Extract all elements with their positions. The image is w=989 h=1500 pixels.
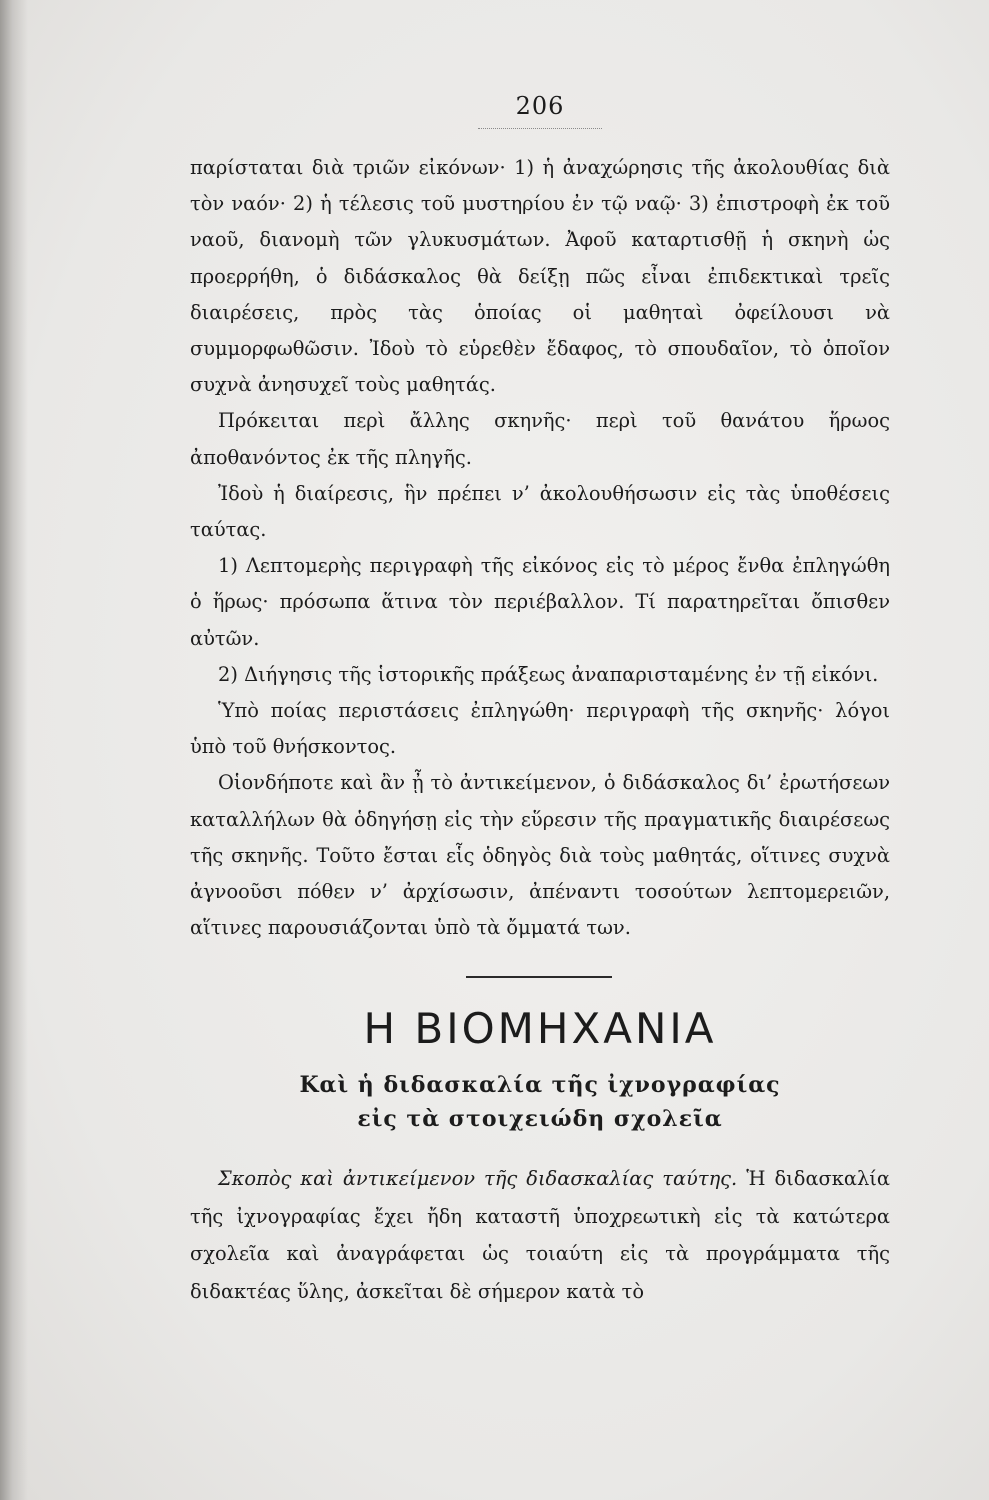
paragraph-6: Ὑπὸ ποίας περιστάσεις ἐπληγώθη· περιγραφὴ τῆς σκηνῆς· λόγοι ὑπὸ τοῦ θνήσκοντος. [190, 699, 890, 759]
paragraph-7: Οἱονδήποτε καὶ ἂν ᾖ τὸ ἀντικείμενον, ὁ διδάσκαλος δι’ ἐρωτήσεων καταλλήλων θὰ ὁδηγήσῃ εἰς τὴν εὕρεσιν τῆς πραγματικῆς διαιρέσεως τῆς σκηνῆς. Τοῦτο ἔσται εἷς ὁδηγὸς διὰ τοὺς μαθητάς, οἵτινες συχνὰ ἀγνοοῦσι πόθεν ν’ ἀρχίσωσιν, ἀπέναντι τοσούτων λεπτομερειῶν, αἵτινες παρουσιάζονται ὑπὸ τὰ ὄμματά των. [190, 771, 890, 940]
section-text: Ἡ διδασκαλία τῆς ἰχνογραφίας ἔχει ἤδη καταστῆ ὑποχρεωτικὴ εἰς τὰ κατώτερα σχολεῖα καὶ ἀναγράφεται ὡς τοιαύτη εἰς τὰ προγράμματα τῆς διδακτέας ὕλης, ἀσκεῖται δὲ σήμερον κατὰ τὸ [190, 1167, 890, 1303]
page-number-rule [478, 128, 602, 129]
spine-shadow [0, 0, 28, 1500]
paragraph-1: παρίσταται διὰ τριῶν εἰκόνων· 1) ἡ ἀναχώρησις τῆς ἀκολουθίας διὰ τὸν ναόν· 2) ἡ τέλεσις τοῦ μυστηρίου ἐν τῷ ναῷ· 3) ἐπιστροφὴ ἐκ τοῦ ναοῦ, διανομὴ τῶν γλυκυσμάτων. Ἀφοῦ καταρτισθῇ ἡ σκηνὴ ὡς προερρήθη, ὁ διδάσκαλος θὰ δείξῃ πῶς εἶναι ἐπιδεκτικαὶ τρεῖς διαιρέσεις, πρὸς τὰς ὁποίας οἱ μαθηταὶ ὀφείλουσι νὰ συμμορφωθῶσιν. Ἰδοὺ τὸ εὑρεθὲν ἔδαφος, τὸ σπουδαῖον, τὸ ὁποῖον συχνὰ ἀνησυχεῖ τοὺς μαθητάς. [190, 156, 890, 397]
section-body [190, 1160, 890, 1310]
section-subtitle [220, 1068, 860, 1136]
section-lead: Σκοπὸς καὶ ἀντικείμενον τῆς διδασκαλίας ταύτης. [218, 1167, 738, 1190]
subtitle-line-2: εἰς τὰ στοιχειώδη σχολεῖα [357, 1106, 723, 1132]
paragraph-2: Πρόκειται περὶ ἄλλης σκηνῆς· περὶ τοῦ θανάτου ἥρωος ἀποθανόντος ἐκ τῆς πληγῆς. [190, 409, 890, 469]
body-text [190, 150, 890, 946]
page-number: 206 [515, 92, 565, 120]
section-divider [466, 976, 612, 978]
subtitle-line-1: Καὶ ἡ διδασκαλία τῆς ἰχνογραφίας [299, 1072, 781, 1098]
section-title: Η ΒΙΟΜΗΧΑΝΙΑ [363, 1004, 717, 1053]
section-paragraph [190, 1160, 890, 1310]
paragraph-3: Ἰδοὺ ἡ διαίρεσις, ἣν πρέπει ν’ ἀκολουθήσωσιν εἰς τὰς ὑποθέσεις ταύτας. [190, 481, 890, 542]
paragraph-5: 2) Διήγησις τῆς ἱστορικῆς πράξεως ἀναπαρισταμένης ἐν τῇ εἰκόνι. [218, 662, 879, 686]
paragraph-4: 1) Λεπτομερὴς περιγραφὴ τῆς εἰκόνος εἰς τὸ μέρος ἔνθα ἐπληγώθη ὁ ἥρως· πρόσωπα ἅτινα τὸν περιέβαλλον. Τί παρατηρεῖται ὄπισθεν αὐτῶν. [190, 554, 890, 650]
